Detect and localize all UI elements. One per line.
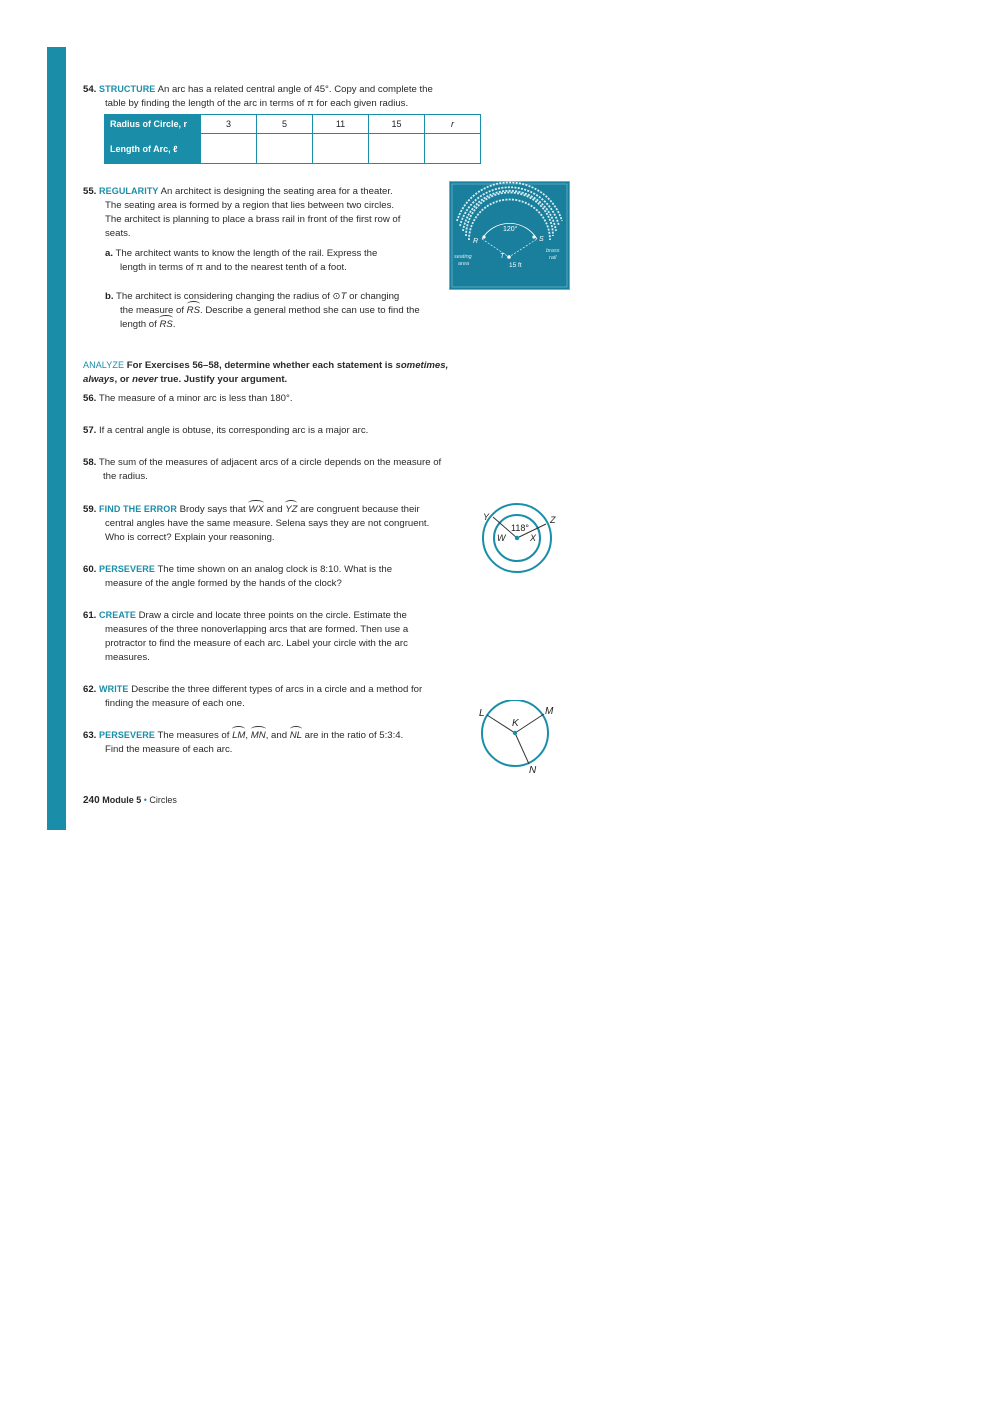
point-label: K bbox=[512, 718, 519, 729]
exercise-61 bbox=[83, 608, 478, 665]
exercise-54 bbox=[83, 82, 503, 111]
exercise-text: and bbox=[263, 504, 286, 515]
table-cell: 5 bbox=[257, 115, 313, 134]
side-accent-bar bbox=[47, 47, 66, 830]
exercise-text: An arc has a related central angle of 45°. Copy and complete the bbox=[157, 84, 433, 95]
part-label: b. bbox=[105, 291, 114, 302]
exercise-tag: ANALYZE bbox=[83, 360, 125, 370]
exercise-55b bbox=[105, 290, 475, 332]
exercise-number: 63. bbox=[83, 730, 97, 741]
exercise-number: 55. bbox=[83, 186, 97, 197]
instruction-text: , or bbox=[114, 374, 133, 385]
point-label: Y bbox=[483, 512, 490, 522]
exercise-56 bbox=[83, 392, 503, 406]
exercise-text: measures of the three nonoverlapping arcs that are formed. Then use a bbox=[105, 624, 409, 635]
analyze-instructions bbox=[83, 358, 503, 387]
exercise-number: 61. bbox=[83, 610, 97, 621]
exercise-text: , and bbox=[265, 730, 290, 741]
table-cell: 11 bbox=[313, 115, 369, 134]
exercise-tag: WRITE bbox=[99, 684, 129, 694]
point-label: S bbox=[539, 236, 544, 243]
arc-notation: MN bbox=[250, 730, 266, 741]
arc-notation: NL bbox=[289, 730, 302, 741]
angle-label: 118° bbox=[511, 523, 529, 533]
exercise-number: 58. bbox=[83, 457, 97, 468]
keyword: sometimes, bbox=[395, 360, 449, 371]
exercise-text: , bbox=[245, 730, 251, 741]
table-cell: r bbox=[425, 115, 481, 134]
brass-rail-label: brass bbox=[546, 248, 560, 254]
instruction-text: For Exercises 56–58, determine whether each statement is bbox=[126, 360, 396, 371]
module-label: Module 5 bbox=[102, 795, 142, 805]
exercise-text: The architect wants to know the length of the rail. Express the bbox=[115, 248, 378, 259]
part-label: a. bbox=[105, 248, 114, 259]
exercise-text: The time shown on an analog clock is 8:10. What is the bbox=[157, 564, 393, 575]
page-number: 240 bbox=[83, 795, 100, 806]
exercise-text: Who is correct? Explain your reasoning. bbox=[105, 532, 275, 543]
keyword: always bbox=[83, 374, 115, 385]
exercise-tag: REGULARITY bbox=[99, 186, 159, 196]
exercise-text: length in terms of π and to the nearest tenth of a foot. bbox=[120, 262, 347, 273]
seating-label: seating bbox=[454, 254, 472, 260]
exercise-60 bbox=[83, 562, 478, 591]
exercise-text: The seating area is formed by a region that lies between two circles. bbox=[105, 200, 395, 211]
point-label: M bbox=[545, 706, 554, 717]
point-label: R bbox=[473, 238, 479, 245]
table-cell bbox=[425, 134, 481, 164]
instruction-text: true. Justify your argument. bbox=[157, 374, 288, 385]
exercise-text: The architect is planning to place a brass rail in front of the first row of bbox=[105, 214, 401, 225]
exercise-text: Brody says that bbox=[179, 504, 249, 515]
exercise-tag: STRUCTURE bbox=[99, 84, 156, 94]
table-header: Length of Arc, ℓ bbox=[105, 134, 201, 164]
exercise-55a bbox=[105, 247, 455, 275]
table-cell bbox=[201, 134, 257, 164]
table-cell: 3 bbox=[201, 115, 257, 134]
table-cell: 15 bbox=[369, 115, 425, 134]
exercise-tag: CREATE bbox=[99, 610, 136, 620]
theater-seating-figure bbox=[449, 181, 570, 290]
exercise-57 bbox=[83, 424, 503, 438]
footer-bullet: • bbox=[143, 795, 147, 805]
point-label: T bbox=[500, 253, 505, 260]
circle-k-figure bbox=[474, 700, 560, 780]
brass-rail-label: rail bbox=[549, 255, 557, 261]
arc-notation: RS bbox=[186, 305, 200, 316]
exercise-55 bbox=[83, 184, 448, 241]
exercise-text: seats. bbox=[105, 228, 131, 239]
exercise-text: The measures of bbox=[157, 730, 233, 741]
exercise-tag: PERSEVERE bbox=[99, 730, 155, 740]
exercise-text: Draw a circle and locate three points on the circle. Estimate the bbox=[138, 610, 407, 621]
point-label: W bbox=[497, 533, 506, 543]
exercise-text: The architect is considering changing the radius of ⊙ bbox=[116, 291, 341, 302]
point-label: X bbox=[530, 533, 537, 543]
exercise-text: table by finding the length of the arc in terms of π for each given radius. bbox=[105, 98, 409, 109]
arc-notation: LM bbox=[232, 730, 246, 741]
table-cell bbox=[369, 134, 425, 164]
point-label: N bbox=[529, 765, 537, 776]
exercise-text: . bbox=[172, 319, 176, 330]
arc-notation: RS bbox=[159, 319, 173, 330]
point-label: L bbox=[479, 708, 485, 719]
exercise-text: measure of the angle formed by the hands of the clock? bbox=[105, 578, 342, 589]
exercise-tag: PERSEVERE bbox=[99, 564, 155, 574]
exercise-number: 54. bbox=[83, 84, 97, 95]
exercise-text: finding the measure of each one. bbox=[105, 698, 245, 709]
exercise-number: 59. bbox=[83, 504, 97, 515]
arc-notation: WX bbox=[248, 504, 264, 515]
variable: T bbox=[340, 291, 347, 302]
exercise-text: protractor to find the measure of each arc. Label your circle with the arc bbox=[105, 638, 408, 649]
arc-length-table bbox=[104, 114, 481, 164]
exercise-text: are in the ratio of 5:3:4. bbox=[301, 730, 404, 741]
angle-label: 120° bbox=[503, 226, 518, 233]
exercise-text: . Describe a general method she can use to find the bbox=[200, 305, 420, 316]
seating-label: area bbox=[458, 261, 470, 267]
exercise-text: or changing bbox=[346, 291, 400, 302]
exercise-text: measures. bbox=[105, 652, 150, 663]
arc-notation: YZ bbox=[285, 504, 298, 515]
exercise-62 bbox=[83, 682, 478, 711]
point-label: Z bbox=[550, 515, 556, 525]
table-header: Radius of Circle, r bbox=[105, 115, 201, 134]
exercise-text: An architect is designing the seating area for a theater. bbox=[160, 186, 393, 197]
exercise-text: central angles have the same measure. Selena says they are not congruent. bbox=[105, 518, 430, 529]
keyword: never bbox=[132, 374, 158, 385]
exercise-number: 60. bbox=[83, 564, 97, 575]
exercise-text: Find the measure of each arc. bbox=[105, 744, 233, 755]
radius-label: 15 ft bbox=[509, 262, 522, 269]
exercise-text: are congruent because their bbox=[297, 504, 420, 515]
exercise-number: 56. bbox=[83, 393, 97, 404]
concentric-circles-figure bbox=[478, 500, 562, 576]
page-footer bbox=[83, 795, 177, 806]
exercise-text: Describe the three different types of arcs in a circle and a method for bbox=[131, 684, 423, 695]
exercise-63 bbox=[83, 728, 478, 757]
exercise-text: the radius. bbox=[103, 471, 148, 482]
exercise-text: The sum of the measures of adjacent arcs of a circle depends on the measure of bbox=[98, 457, 442, 468]
exercise-tag: FIND THE ERROR bbox=[99, 504, 177, 514]
exercise-number: 57. bbox=[83, 425, 97, 436]
exercise-text: the measure of bbox=[120, 305, 187, 316]
exercise-text: If a central angle is obtuse, its corresponding arc is a major arc. bbox=[99, 425, 369, 436]
exercise-59 bbox=[83, 502, 478, 545]
table-cell bbox=[257, 134, 313, 164]
exercise-text: length of bbox=[120, 319, 160, 330]
exercise-text: The measure of a minor arc is less than 180°. bbox=[98, 393, 293, 404]
exercise-58 bbox=[83, 456, 503, 484]
table-cell bbox=[313, 134, 369, 164]
exercise-number: 62. bbox=[83, 684, 97, 695]
chapter-label: Circles bbox=[149, 795, 177, 805]
